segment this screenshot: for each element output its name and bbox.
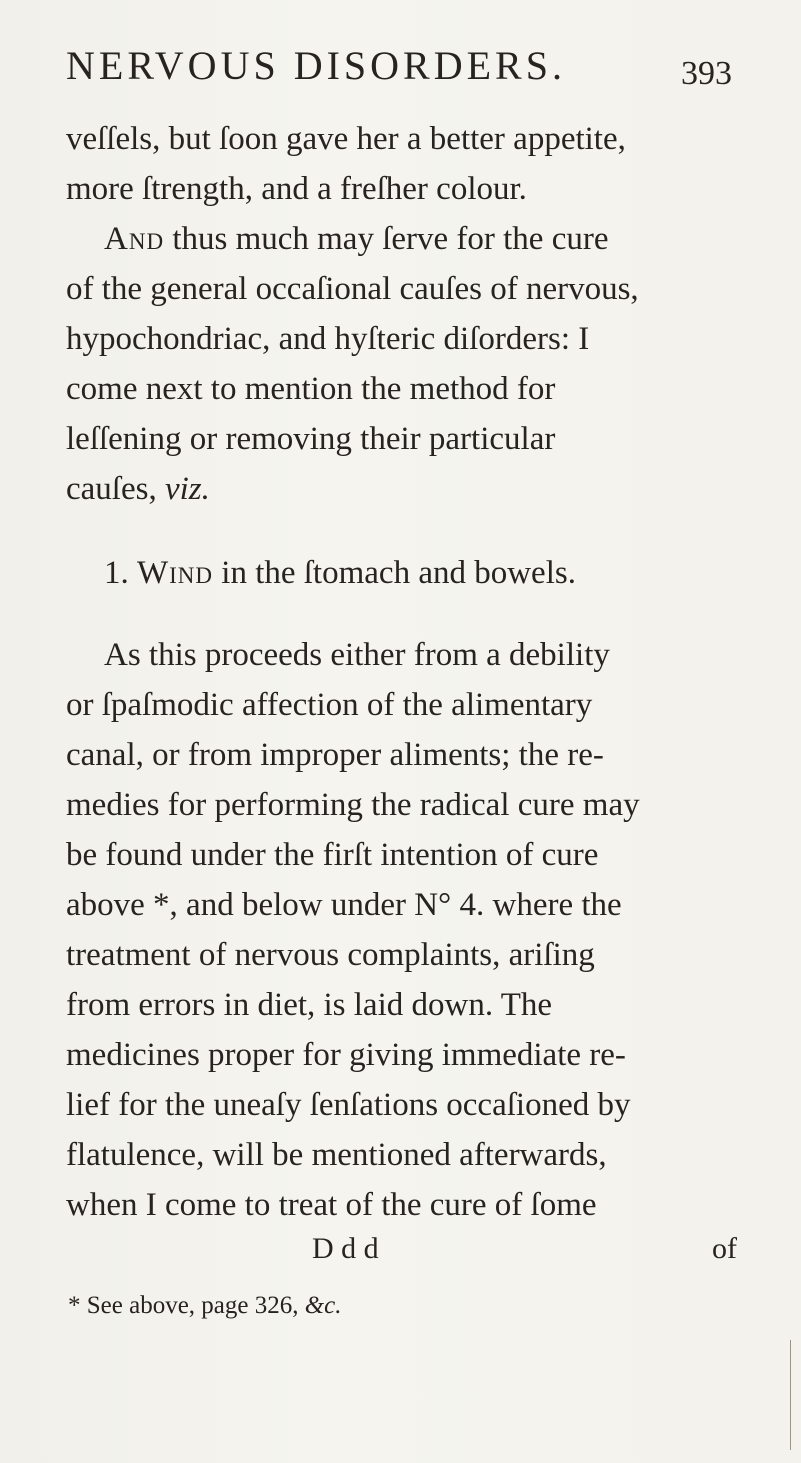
running-head <box>66 36 766 96</box>
text-line: medies for performing the radical cure may <box>66 787 640 823</box>
text-line: leſſening or removing their particular <box>66 421 556 457</box>
signature-mark: D d d <box>312 1232 379 1265</box>
text-line <box>66 464 210 514</box>
running-title: NERVOUS DISORDERS. <box>66 43 566 88</box>
text-line: or ſpaſmodic affection of the alimentary <box>66 687 593 723</box>
text-line: when I come to treat of the cure of ſome <box>66 1187 597 1223</box>
section-heading <box>104 548 576 598</box>
text-line: medicines proper for giving immediate re- <box>66 1037 626 1073</box>
page-number: 393 <box>681 55 732 92</box>
text-line: above *, and below under N° 4. where the <box>66 887 622 923</box>
text-line: hypochondriac, and hyſteric diſorders: I <box>66 321 590 357</box>
footnote-text: * See above, page 326, <box>68 1292 299 1319</box>
text-line-rest: thus much may ſerve for the cure <box>172 221 609 257</box>
text-line: As this proceeds either from a debility <box>104 637 610 673</box>
text-line: come next to mention the method for <box>66 371 556 407</box>
text-line-start: cauſes, <box>66 471 157 507</box>
section-title: in the ſtomach and bowels. <box>221 555 576 591</box>
text-line: from errors in diet, is laid down. The <box>66 987 553 1023</box>
text-line: canal, or from improper aliments; the re- <box>66 737 604 773</box>
text-line: flatulence, will be mentioned afterwards, <box>66 1137 607 1173</box>
text-line: be found under the firſt intention of cure <box>66 837 599 873</box>
catchword: of <box>712 1232 737 1265</box>
footnote <box>68 1286 342 1326</box>
and-word: And <box>104 221 165 257</box>
section-number: 1. <box>104 555 129 591</box>
footnote-etc: &c. <box>304 1292 342 1319</box>
section-keyword: Wind <box>137 555 214 591</box>
text-line: of the general occaſional cauſes of nervous, <box>66 271 639 307</box>
text-line: lief for the uneaſy ſenſations occaſioned by <box>66 1087 631 1123</box>
viz-abbreviation: viz. <box>164 471 210 507</box>
scan-edge-line <box>790 1340 791 1450</box>
text-line <box>104 214 608 264</box>
text-line: treatment of nervous complaints, ariſing <box>66 937 595 973</box>
text-line: veſſels, but ſoon gave her a better appetite, <box>66 121 626 157</box>
text-line: more ſtrength, and a freſher colour. <box>66 171 527 207</box>
